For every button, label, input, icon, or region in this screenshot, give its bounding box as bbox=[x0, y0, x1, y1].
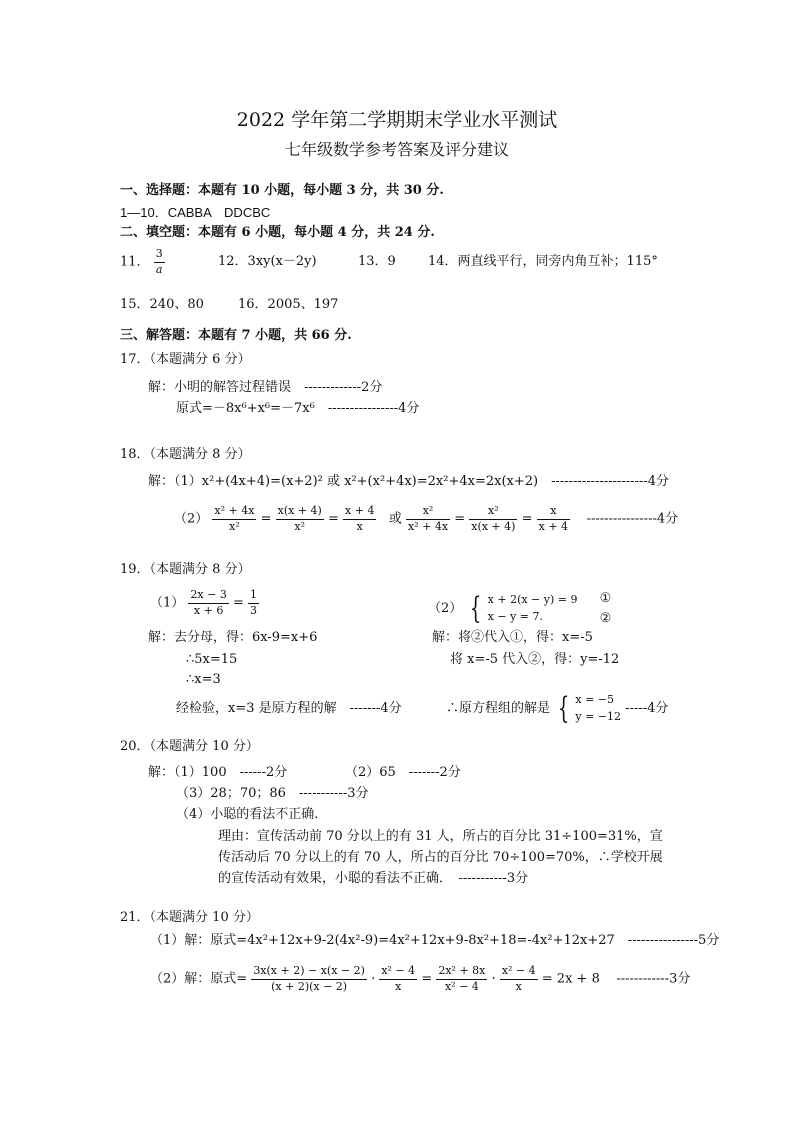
q20-line-2: （3）28；70；86 -----------3分 bbox=[176, 786, 369, 801]
q18-fraction-1 bbox=[212, 505, 256, 533]
q18-score: ----------------4分 bbox=[586, 511, 679, 527]
q18-heading: 18．（本题满分 8 分） bbox=[120, 447, 251, 462]
fraction-numerator: x² − 4 bbox=[379, 965, 417, 980]
q20-heading: 20．（本题满分 10 分） bbox=[120, 739, 259, 754]
fraction-denominator: 3 bbox=[250, 603, 258, 617]
q18-line-2 bbox=[174, 505, 678, 533]
q21-line-1: （1）解：原式=4x²+12x+9-2(4x²-9)=4x²+12x+9-8x²+18=-4x²+12x+27 ----------------5分 bbox=[150, 933, 720, 948]
equals-sign: = bbox=[421, 971, 433, 987]
fraction-numerator: 2x − 3 bbox=[188, 589, 228, 604]
q11-numerator: 3 bbox=[154, 248, 165, 263]
fraction-denominator: x + 4 bbox=[538, 519, 569, 533]
page-subtitle: 七年级数学参考答案及评分建议 bbox=[284, 140, 509, 159]
fraction-denominator: x bbox=[395, 979, 402, 993]
fraction-denominator: (x + 2)(x − 2) bbox=[271, 979, 348, 993]
q21-fraction-4 bbox=[500, 965, 538, 993]
fraction-numerator: 2x² + 8x bbox=[436, 965, 487, 980]
q19-solution2-line-3 bbox=[446, 692, 668, 725]
q19-solution2-score: -----4分 bbox=[625, 701, 669, 716]
q21-fraction-1 bbox=[251, 965, 367, 993]
answer-q15: 15．240、80 bbox=[120, 297, 204, 312]
answer-q12: 12．3xy(x－2y) bbox=[218, 254, 317, 269]
equals-sign: = bbox=[454, 511, 466, 527]
answer-q14: 14．两直线平行，同旁内角互补；115° bbox=[428, 254, 658, 269]
q11-fraction bbox=[154, 248, 165, 276]
fraction-denominator: x(x + 4) bbox=[471, 519, 516, 533]
q21-line-2 bbox=[150, 965, 690, 993]
q21-result: = 2x + 8 bbox=[541, 971, 600, 987]
q19-solution1-line-2: ∴5x=15 bbox=[186, 652, 238, 667]
q19-rhs-fraction bbox=[248, 589, 259, 617]
q19-solution1-line-4: 经检验，x=3 是原方程的解 -------4分 bbox=[176, 701, 402, 716]
fraction-denominator: x + 6 bbox=[193, 603, 224, 617]
solution-x: x = −5 bbox=[575, 693, 615, 706]
fraction-denominator: x² bbox=[229, 519, 240, 533]
q18-fraction-2 bbox=[276, 505, 324, 533]
fraction-denominator: x² + 4x bbox=[408, 519, 449, 533]
solution-system bbox=[575, 692, 621, 725]
q11-label: 11． bbox=[120, 254, 150, 270]
fraction-numerator: x² bbox=[469, 505, 517, 520]
fraction-numerator: x(x + 4) bbox=[276, 505, 324, 520]
fraction-numerator: x bbox=[537, 505, 570, 520]
page-title: 2022 学年第二学期期末学业水平测试 bbox=[236, 109, 558, 131]
fraction-numerator: 1 bbox=[248, 589, 259, 604]
equation-markers bbox=[600, 589, 612, 628]
q19-solution2-line-2: 将 x=-5 代入②，得：y=-12 bbox=[450, 652, 620, 667]
fraction-numerator: 3x(x + 2) − x(x − 2) bbox=[251, 965, 367, 980]
q17-line-1: 解：小明的解答过程错误 -------------2分 bbox=[148, 380, 383, 395]
q19-problem-2 bbox=[428, 589, 611, 628]
q18-fraction-6 bbox=[537, 505, 570, 533]
q11-denominator: a bbox=[155, 262, 163, 276]
q18-fraction-4 bbox=[406, 505, 450, 533]
system-brace-icon: { bbox=[470, 590, 482, 626]
equals-sign: = bbox=[260, 511, 272, 527]
answer-q16: 16．2005、197 bbox=[238, 297, 339, 312]
solution-y: y = −12 bbox=[575, 709, 622, 723]
dot-operator: · bbox=[491, 971, 496, 987]
q17-line-2: 原式=－8x⁶+x⁶=－7x⁶ ----------------4分 bbox=[176, 401, 420, 416]
q18-fraction-3 bbox=[343, 505, 376, 533]
equation-1: x + 2(x − y) = 9 bbox=[487, 593, 578, 606]
q20-line-4: 理由：宣传活动前 70 分以上的有 31 人，所占的百分比 31÷100=31%，宣 bbox=[218, 829, 663, 844]
fraction-numerator: x² + 4x bbox=[212, 505, 256, 520]
q20-line-3: （4）小聪的看法不正确. bbox=[176, 807, 319, 822]
q21-score: ------------3分 bbox=[616, 971, 691, 987]
q19-problem-1 bbox=[150, 589, 259, 617]
fraction-denominator: x² bbox=[294, 519, 306, 533]
fraction-numerator: x² − 4 bbox=[500, 965, 538, 980]
q21-part2-label: （2）解：原式= bbox=[150, 971, 248, 987]
equals-sign: = bbox=[232, 595, 244, 611]
answer-q11 bbox=[120, 248, 165, 276]
solution-intro: ∴原方程组的解是 bbox=[446, 701, 551, 716]
q20-line-6: 的宣传活动有效果，小聪的看法不正确． -----------3分 bbox=[218, 871, 529, 886]
dot-operator: · bbox=[371, 971, 376, 987]
section-3-heading: 三、解答题：本题有 7 小题，共 66 分. bbox=[120, 328, 352, 343]
q21-fraction-2 bbox=[379, 965, 417, 993]
fraction-denominator: x bbox=[515, 979, 522, 993]
fraction-numerator: x + 4 bbox=[343, 505, 376, 520]
q19-solution1-line-1: 解：去分母，得：6x-9=x+6 bbox=[148, 630, 318, 645]
q19-part2-label: （2） bbox=[428, 601, 463, 616]
q18-part2-label: （2） bbox=[174, 511, 209, 527]
equals-sign: = bbox=[327, 511, 339, 527]
q20-line-5: 传活动后 70 分以上的有 70 人，所占的百分比 70÷100=70%，∴学校开展 bbox=[218, 850, 663, 865]
q17-heading: 17．（本题满分 6 分） bbox=[120, 352, 251, 367]
q19-heading: 19．（本题满分 8 分） bbox=[120, 562, 251, 577]
q21-fraction-3 bbox=[436, 965, 487, 993]
q21-heading: 21．（本题满分 10 分） bbox=[120, 910, 259, 925]
circled-2-icon: ② bbox=[599, 610, 612, 626]
choice-answers: 1—10．CABBA DDCBC bbox=[120, 205, 271, 220]
equals-sign: = bbox=[521, 511, 533, 527]
q20-line-1b: （2）65 -------2分 bbox=[345, 765, 461, 780]
q20-line-1a: 解：（1）100 ------2分 bbox=[148, 765, 288, 780]
fraction-numerator: x² bbox=[406, 505, 450, 520]
q19-solution2-line-1: 解：将②代入①，得：x=-5 bbox=[432, 630, 593, 645]
q18-line-1: 解：（1）x²+(4x+4)=(x+2)² 或 x²+(x²+4x)=2x²+4x=2x(x+2) ----------------------4分 bbox=[148, 474, 669, 489]
circled-1-icon: ① bbox=[599, 591, 612, 606]
q19-part1-label: （1） bbox=[150, 595, 185, 611]
answer-q13: 13．9 bbox=[358, 254, 396, 269]
q18-fraction-5 bbox=[469, 505, 517, 533]
fraction-denominator: x bbox=[356, 519, 363, 533]
section-1-heading: 一、选择题：本题有 10 小题，每小题 3 分，共 30 分. bbox=[120, 183, 444, 198]
q19-lhs-fraction bbox=[188, 589, 228, 617]
q18-or-text: 或 bbox=[388, 511, 402, 527]
fraction-denominator: x² − 4 bbox=[444, 979, 479, 993]
q19-solution1-line-3: ∴x=3 bbox=[186, 672, 221, 687]
equation-2: x − y = 7. bbox=[487, 609, 543, 623]
system-brace-icon: { bbox=[557, 690, 570, 726]
section-2-heading: 二、填空题：本题有 6 小题，每小题 4 分，共 24 分. bbox=[120, 225, 435, 240]
q19-equation-system bbox=[488, 592, 578, 625]
